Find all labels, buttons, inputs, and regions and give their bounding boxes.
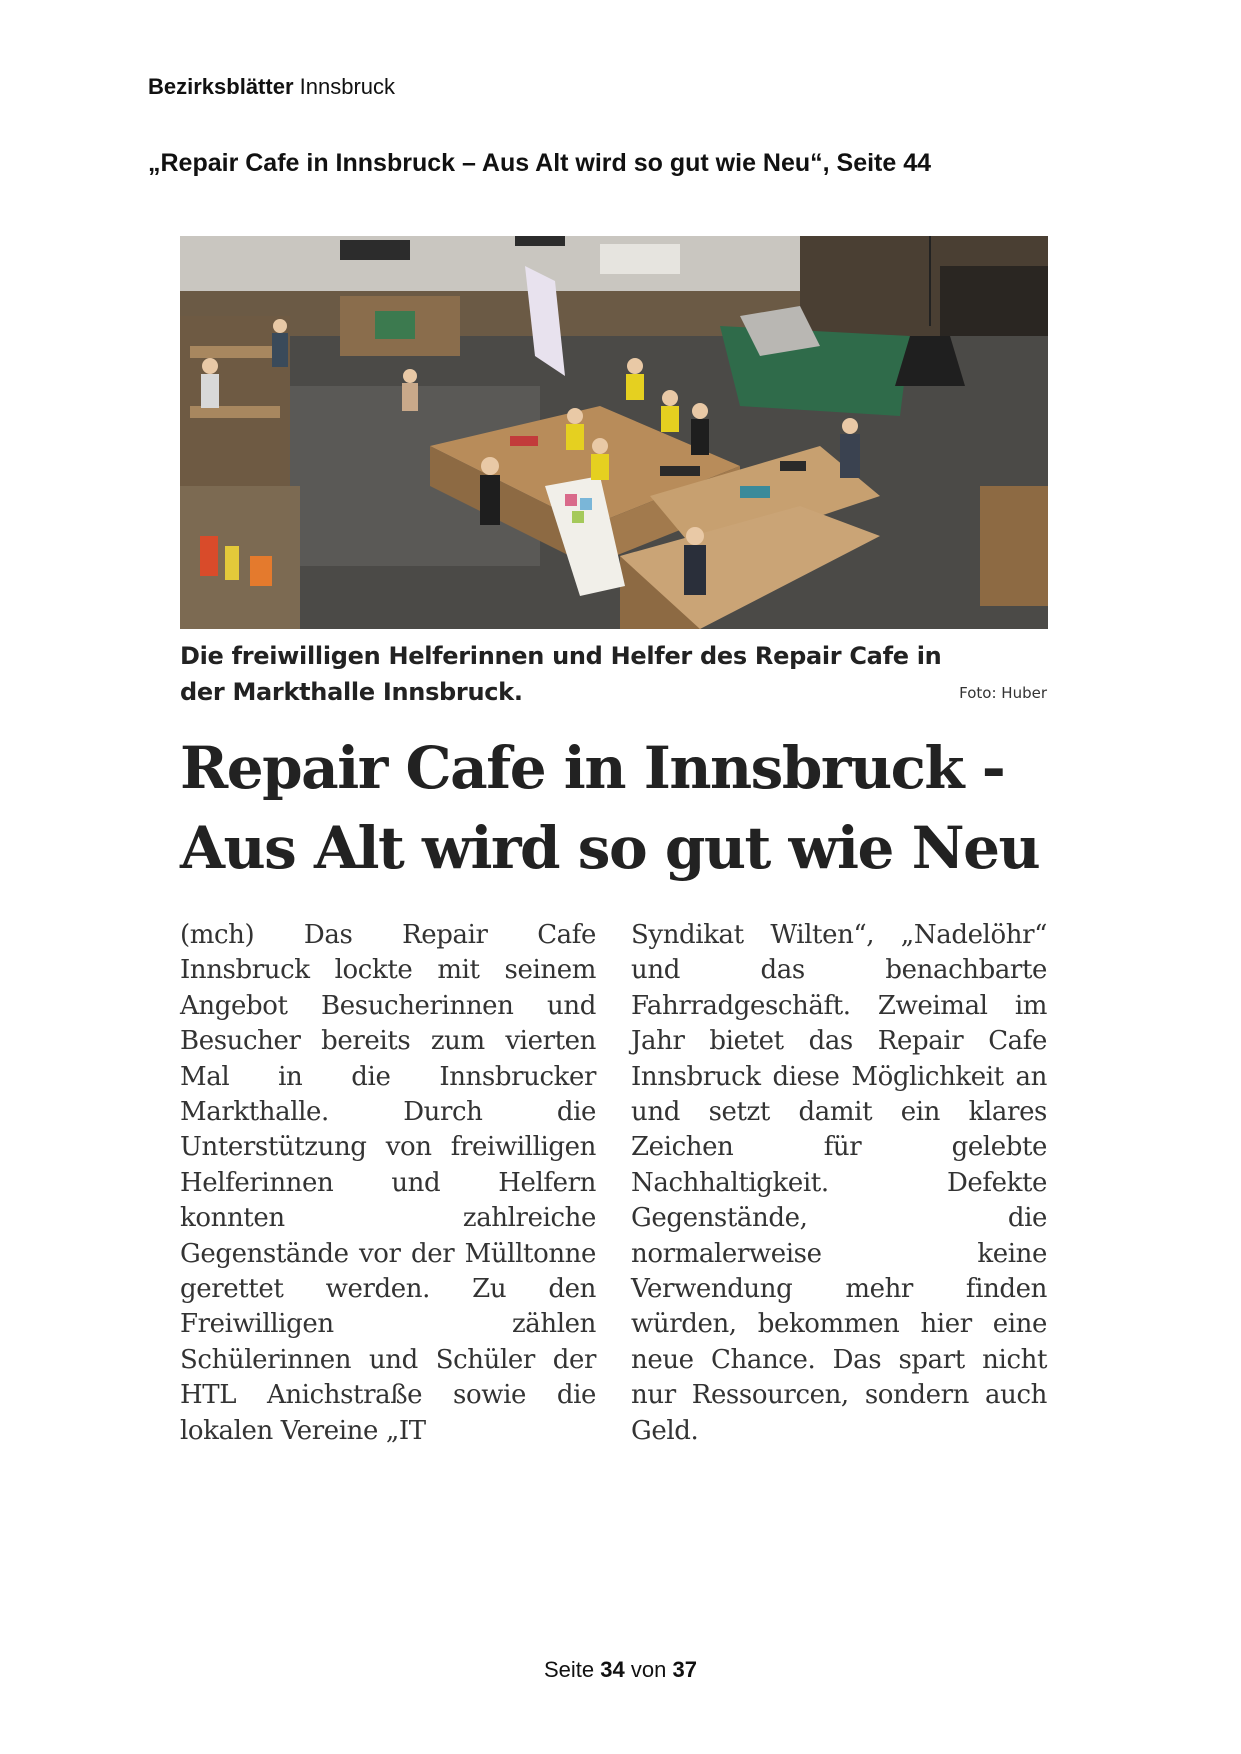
page-current: 34: [600, 1657, 625, 1682]
publication-name-city: Innsbruck: [299, 74, 396, 99]
article-photo: [180, 236, 1048, 629]
photo-caption: Die freiwilligen Helferinnen und Helfer des Repair Cafe in der Markthalle Innsbruck.: [180, 642, 942, 706]
page-total: 37: [672, 1657, 697, 1682]
article-title-line-2: Aus Alt wird so gut wie Neu: [180, 814, 1040, 882]
publication-name: [148, 74, 395, 100]
article-reference: „Repair Cafe in Innsbruck – Aus Alt wird so gut wie Neu“, Seite 44: [148, 149, 932, 177]
article-column-right: Syndikat Wilten“, „Nadelöhr“ und das benachbarte Fahrradgeschäft. Zweimal im Jahr bietet das Repair Cafe Innsbruck diese Möglichkeit an und setzt damit ein klares Zeichen für gelebte Nachhaltigkeit. Defekte Gegenstände, die normalerweise keine Verwendung mehr finden würden, bekommen hier eine neue Chance. Das spart nicht nur Ressourcen, sondern auch Geld.: [631, 920, 1047, 1446]
photo-credit: Foto: Huber: [959, 684, 1047, 702]
article-title-line-1: Repair Cafe in Innsbruck -: [180, 734, 1005, 802]
page-of-label: von: [630, 1657, 667, 1682]
publication-name-bold: Bezirksblätter: [148, 74, 294, 99]
article-title: [180, 728, 1080, 888]
article-column-left: (mch) Das Repair Cafe Innsbruck lockte mit seinem Angebot Besucherinnen und Besucher bereits zum vierten Mal in die Innsbrucker Markthalle. Durch die Unterstützung von freiwilligen Helferinnen und Helfern konnten zahlreiche Gegenstände vor der Mülltonne gerettet werden. Zu den Freiwilligen zählen Schülerinnen und Schüler der HTL Anichstraße sowie die lokalen Vereine „IT: [180, 920, 596, 1446]
page-label: Seite: [544, 1657, 595, 1682]
page-footer: [0, 1657, 1241, 1683]
